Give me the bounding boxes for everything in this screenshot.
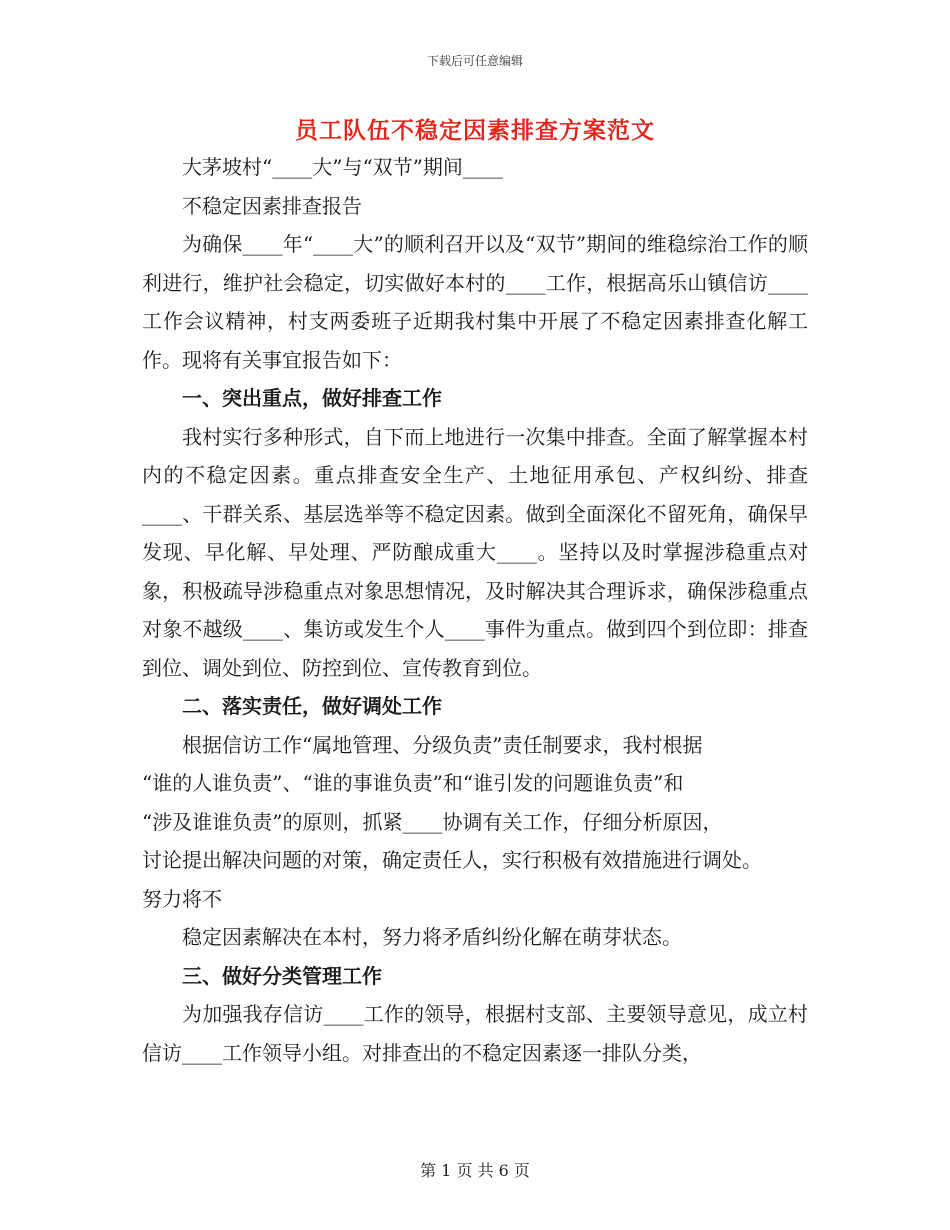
section-heading-2: 二、落实责任，做好调处工作: [182, 694, 442, 718]
paragraph-section-1: 我村实行多种形式，自下而上地进行一次集中排查。全面了解掌握本村内的不稳定因素。重点排查安全生产、土地征用承包、产权纠纷、排查____、干群关系、基层选举等不稳定因素。做到全面深化不留死角，确保早发现、早化解、早处理、严防酿成重大____。坚持以及时掌握涉稳重点对象，积极疏导涉稳重点对象思想情况，及时解决其合理诉求，确保涉稳重点对象不越级____、集访或发生个人____事件为重点。做到四个到位即：排查到位、调处到位、防控到位、宣传教育到位。: [142, 424, 808, 680]
paragraph-section-2-line-1: 根据信访工作“属地管理、分级负责”责任制要求，我村根据: [182, 732, 703, 757]
paragraph-section-2-line-4: 讨论提出解决问题的对策，确定责任人，实行积极有效措施进行调处。: [142, 848, 762, 872]
page-header: 下载后可任意编辑: [426, 54, 523, 68]
section-heading-1: 一、突出重点，做好排查工作: [182, 386, 442, 410]
document-body: [142, 148, 808, 1072]
paragraph-section-2-line-3: “涉及谁谁负责”的原则，抓紧____协调有关工作，仔细分析原因，: [142, 809, 723, 834]
paragraph-section-2-line-5: 努力将不: [142, 886, 222, 911]
paragraph-section-3: 为加强我存信访____工作的领导，根据村支部、主要领导意见，成立村信访____工作领导小组。对排查出的不稳定因素逐一排队分类，: [142, 1002, 808, 1065]
document-title: 员工队伍不稳定因素排查方案范文: [295, 117, 655, 144]
paragraph-intro-line-1: 大茅坡村“____大”与“双节”期间____: [182, 155, 503, 179]
page-number-footer: 第 1 页 共 6 页: [420, 1161, 530, 1180]
paragraph-intro-line-2: 不稳定因素排查报告: [182, 193, 362, 218]
paragraph-purpose: 为确保____年“____大”的顺利召开以及“双节”期间的维稳综治工作的顺利进行，维护社会稳定，切实做好本村的____工作，根据高乐山镇信访____工作会议精神，村支两委班子近期我村集中开展了不稳定因素排查化解工作。现将有关事宜报告如下：: [142, 232, 808, 372]
paragraph-section-2-line-6: 稳定因素解决在本村，努力将矛盾纠纷化解在萌芽状态。: [182, 925, 682, 949]
paragraph-section-2-line-2: “谁的人谁负责”、“谁的事谁负责”和“谁引发的问题谁负责”和: [142, 771, 684, 795]
section-heading-3: 三、做好分类管理工作: [182, 963, 382, 988]
